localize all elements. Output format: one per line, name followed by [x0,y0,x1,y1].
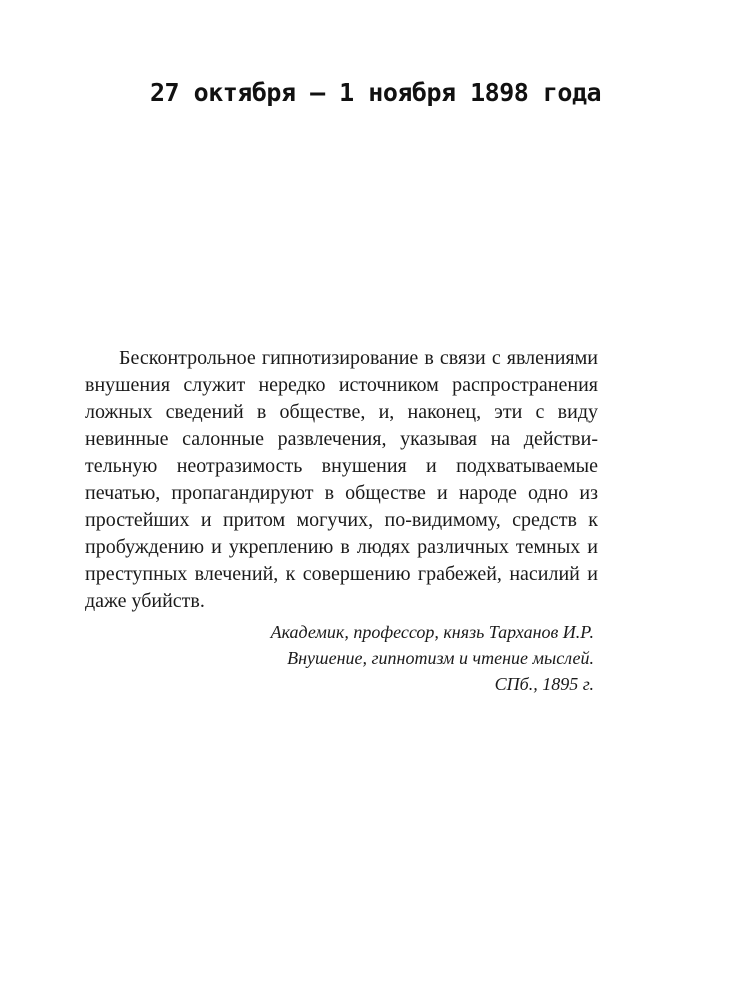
attribution-work: Внушение, гипнотизм и чтение мыслей. [287,648,594,668]
epigraph-text: Бесконтрольное гипнотизирование в связи с явлениями внушения служит нередко источником распространения ложных сведений в обществе, и, наконец, эти с виду невинные салонные развлечения, указывая на действительную неотразимость внушения и подхватываемые печатью, пропагандируют в обществе и народе одно из простейших и притом могучих, по-видимому, средств к пробуждению и укреплению в людях различных темных и преступных влечений, к совершению грабежей, насилий и даже убийств. [85,347,598,612]
attribution-author: Академик, профессор, князь Тарханов И.Р. [270,622,594,642]
epigraph [85,345,598,697]
attribution-place-year: СПб., 1895 г. [494,674,594,694]
chapter-title: 27 октября – 1 ноября 1898 года [150,78,602,107]
epigraph-attribution [85,619,598,697]
